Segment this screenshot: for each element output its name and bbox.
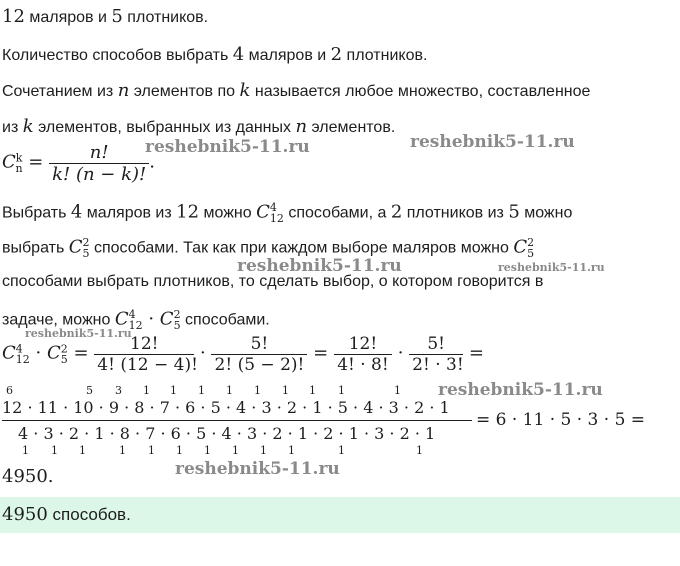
result-value: 4950. bbox=[2, 466, 54, 487]
watermark: reshebnik5-11.ru bbox=[175, 459, 340, 479]
cancel-marks-below bbox=[2, 444, 482, 458]
fraction-4: $\frac{5!}{2! \cdot 3!}$ bbox=[409, 334, 463, 375]
text-line-6: выбрать $C^2_5$ способами. Так как при каждом выборе маляров можно $C^2_5$ bbox=[2, 236, 535, 260]
text-line-5: Выбрать 4 маляров из 12 можно $C^4_{12}$ способами, а 2 плотников из 5 можно bbox=[2, 201, 573, 225]
fraction-2: $\frac{5!}{2! (5 - 2)!}$ bbox=[211, 334, 307, 375]
cancel-mark-below: 1 bbox=[148, 444, 155, 457]
cancel-mark-below: 1 bbox=[22, 444, 29, 457]
cancel-mark-below: 1 bbox=[79, 444, 86, 457]
text-line-3: Сочетанием из n элементов по k называется любое множество, составленное bbox=[2, 80, 591, 101]
watermark: reshebnik5-11.ru bbox=[25, 327, 132, 340]
cancel-mark-above: 1 bbox=[254, 384, 261, 397]
formula-fraction: $\frac{n!}{k! (n - k)!}$ bbox=[49, 142, 149, 185]
watermark: reshebnik5-11.ru bbox=[237, 256, 402, 276]
cancel-mark-below: 1 bbox=[338, 444, 345, 457]
cancel-mark-above: 3 bbox=[115, 384, 122, 397]
cancel-mark-above: 6 bbox=[6, 384, 13, 397]
fraction-3: $\frac{12!}{4! \cdot 8!}$ bbox=[334, 334, 392, 375]
fraction-bar bbox=[2, 420, 472, 421]
cancel-mark-above: 1 bbox=[143, 384, 150, 397]
cancel-mark-below: 1 bbox=[416, 444, 423, 457]
fraction-1: $\frac{12!}{4! (12 - 4)!}$ bbox=[94, 334, 194, 375]
cancel-mark-above: 1 bbox=[394, 384, 401, 397]
cancel-mark-below: 1 bbox=[260, 444, 267, 457]
watermark: reshebnik5-11.ru bbox=[498, 261, 605, 274]
cancel-mark-above: 1 bbox=[282, 384, 289, 397]
cancel-numerator: 12 · 11 · 10 · 9 · 8 · 7 · 6 · 5 · 4 · 3 · 2 · 1 · 5 · 4 · 3 · 2 · 1 bbox=[2, 398, 450, 417]
cancel-mark-above: 5 bbox=[86, 384, 93, 397]
cancel-denominator: 4 · 3 · 2 · 1 · 8 · 7 · 6 · 5 · 4 · 3 · 2 · 1 · 2 · 1 · 3 · 2 · 1 bbox=[18, 424, 436, 443]
text-line-8: задаче, можно $C^4_{12} \cdot C^2_5$ способами. bbox=[2, 308, 270, 332]
text-line-4: из k элементов, выбранных из данных n элементов. bbox=[2, 116, 396, 137]
cancel-mark-below: 1 bbox=[204, 444, 211, 457]
watermark: reshebnik5-11.ru bbox=[410, 132, 575, 152]
cancel-mark-above: 1 bbox=[309, 384, 316, 397]
cancel-mark-below: 1 bbox=[232, 444, 239, 457]
watermark: reshebnik5-11.ru bbox=[145, 137, 310, 157]
text-line-7: способами выбрать плотников, то сделать выбор, о котором говорится в bbox=[2, 273, 544, 290]
cancel-mark-below: 1 bbox=[176, 444, 183, 457]
cancel-mark-below: 1 bbox=[119, 444, 126, 457]
calculation-step-1: $C^4_{12} \cdot C^2_5$ = $\frac{12!}{4! (12 - 4)!}$ · $\frac{5!}{2! (5 - 2)!}$ = $\frac{12!}{4! \cdot 8!}$ · $\frac{5!}{2! \cdot 3!}$ = bbox=[2, 334, 484, 375]
answer-text: 4950 способов. bbox=[2, 504, 131, 525]
cancel-mark-above: 1 bbox=[170, 384, 177, 397]
combination-formula: $C^k_n$ = $\frac{n!}{k! (n - k)!}$ . bbox=[2, 142, 155, 185]
answer-box bbox=[0, 497, 680, 533]
text-line-1: 12 маляров и 5 плотников. bbox=[2, 6, 209, 27]
cancel-mark-above: 1 bbox=[198, 384, 205, 397]
calc-rhs: = 6 · 11 · 5 · 3 · 5 = bbox=[476, 410, 646, 430]
cancel-mark-below: 1 bbox=[51, 444, 58, 457]
cancel-marks-above bbox=[2, 384, 482, 398]
cancel-mark-below: 1 bbox=[288, 444, 295, 457]
cancel-mark-above: 1 bbox=[338, 384, 345, 397]
text-line-2: Количество способов выбрать 4 маляров и 2 плотников. bbox=[2, 44, 428, 65]
cancel-mark-above: 1 bbox=[226, 384, 233, 397]
watermark: reshebnik5-11.ru bbox=[438, 380, 603, 400]
